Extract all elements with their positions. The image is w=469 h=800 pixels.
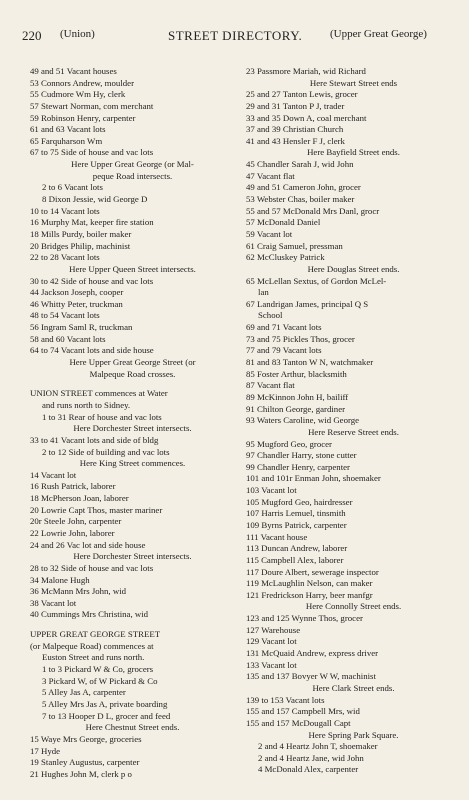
intersection-note: Here Clark Street ends. <box>312 682 395 693</box>
intersection-note: Here Upper Great George Street (or <box>69 357 196 368</box>
directory-entry: 61 and 63 Vacant lots <box>30 124 106 135</box>
directory-entry: 46 Whitty Peter, truckman <box>30 298 123 309</box>
directory-entry: 119 McLaughlin Nelson, can maker <box>246 578 373 589</box>
directory-entry: 55 and 57 McDonald Mrs Danl, grocr <box>246 205 380 216</box>
directory-entry: 67 to 75 Side of house and vac lots <box>30 147 154 158</box>
directory-entry: 113 Duncan Andrew, laborer <box>246 543 348 554</box>
directory-entry: 129 Vacant lot <box>246 636 297 647</box>
directory-entry: 101 and 101r Enman John, shoemaker <box>246 473 381 484</box>
left-column <box>30 66 235 780</box>
directory-entry: 49 and 51 Vacant houses <box>30 66 117 76</box>
directory-entry: 7 to 13 Hooper D L, grocer and feed <box>42 710 171 721</box>
directory-entry: 48 to 54 Vacant lots <box>30 310 100 321</box>
directory-entry: 8 Dixon Jessie, wid George D <box>42 194 148 205</box>
directory-entry: 77 and 79 Vacant lots <box>246 345 322 356</box>
directory-entry: 107 Harris Lemuel, tinsmith <box>246 508 346 519</box>
header-left-street: (Union) <box>60 28 95 40</box>
directory-entry: 33 and 35 Down A, coal merchant <box>246 112 367 123</box>
directory-entry: 55 Cudmore Wm Hy, clerk <box>30 89 126 100</box>
directory-entry: 53 Connors Andrew, moulder <box>30 77 135 88</box>
directory-entry: 105 Mugford Geo, hairdresser <box>246 496 353 507</box>
directory-entry: (or Malpeque Road) commences at <box>30 640 154 651</box>
directory-entry: 57 McDonald Daniel <box>246 217 321 228</box>
page-number: 220 <box>22 28 42 43</box>
directory-entry: 37 and 39 Christian Church <box>246 124 344 135</box>
directory-entry: 95 Mugford Geo, grocer <box>246 438 332 449</box>
intersection-note: Here Reserve Street ends. <box>308 426 399 437</box>
directory-entry: and runs north to Sidney. <box>42 399 131 410</box>
directory-entry: 49 and 51 Cameron John, grocer <box>246 182 361 193</box>
directory-entry: 133 Vacant lot <box>246 659 297 670</box>
directory-entry: 61 Craig Samuel, pressman <box>246 240 343 251</box>
directory-entry: 69 and 71 Vacant lots <box>246 322 322 333</box>
directory-entry: 59 Robinson Henry, carpenter <box>30 112 136 123</box>
intersection-note: Here Connolly Street ends. <box>305 601 402 612</box>
intersection-note: Here Dorchester Street intersects. <box>73 423 192 434</box>
directory-entry: 34 Malone Hugh <box>30 574 90 585</box>
section-gap <box>30 380 235 388</box>
intersection-note: Malpeque Road crosses. <box>89 368 176 379</box>
directory-entry: 53 Webster Chas, boiler maker <box>246 194 355 205</box>
directory-entry: 5 Alley Mrs Jas A, private boarding <box>42 698 168 709</box>
directory-entry: 36 McMann Mrs John, wid <box>30 586 127 597</box>
directory-entry: UNION STREET commences at Water <box>30 388 168 399</box>
directory-entry: 123 and 125 Wynne Thos, grocer <box>246 613 363 624</box>
directory-entry: 20 Lowrie Capt Thos, master mariner <box>30 504 163 515</box>
directory-entry: 1 to 31 Rear of house and vac lots <box>42 411 162 422</box>
directory-entry: 18 Mills Purdy, boiler maker <box>30 228 132 239</box>
directory-entry: 2 and 4 Heartz John T, shoemaker <box>258 741 378 752</box>
directory-entry: 2 to 12 Side of building and vac lots <box>42 446 170 457</box>
directory-entry: 30 to 42 Side of house and vac lots <box>30 275 154 286</box>
directory-entry: 17 Hyde <box>30 745 61 756</box>
directory-entry: 14 Vacant lot <box>30 469 77 480</box>
directory-entry: 21 Hughes John M, clerk p o <box>30 768 132 779</box>
intersection-note: Here Upper Queen Street intersects. <box>69 263 196 274</box>
directory-entry: 103 Vacant lot <box>246 485 297 496</box>
directory-entry: 59 Vacant lot <box>246 228 293 239</box>
directory-entry: 28 to 32 Side of house and vac lots <box>30 562 154 573</box>
directory-entry: 85 Foster Arthur, blacksmith <box>246 368 347 379</box>
directory-entry: 109 Byrns Patrick, carpenter <box>246 519 347 530</box>
directory-entry: 24 and 26 Vac lot and side house <box>30 539 146 550</box>
directory-entry: 121 Fredrickson Harry, beer manfgr <box>246 589 373 600</box>
directory-entry: lan <box>258 287 269 298</box>
directory-entry: 40 Cummings Mrs Christina, wid <box>30 609 149 620</box>
intersection-note: Here King Street commences. <box>79 458 186 469</box>
directory-entry: 139 to 153 Vacant lots <box>246 694 325 705</box>
directory-entry: 65 McLellan Sextus, of Gordon McLel- <box>246 275 387 286</box>
directory-entry: 38 Vacant lot <box>30 597 77 608</box>
directory-entry: 135 and 137 Bovyer W W, machinist <box>246 671 376 682</box>
directory-entry: 10 to 14 Vacant lots <box>30 205 100 216</box>
directory-entry: 115 Campbell Alex, laborer <box>246 554 344 565</box>
directory-entry: 65 Farquharson Wm <box>30 135 103 146</box>
directory-entry: 15 Waye Mrs George, groceries <box>30 733 142 744</box>
directory-entry: 1 to 3 Pickard W & Co, grocers <box>42 664 154 675</box>
intersection-note: Here Dorchester Street intersects. <box>73 551 192 562</box>
directory-entry: 99 Chandler Henry, carpenter <box>246 461 350 472</box>
directory-entry: 97 Chandler Harry, stone cutter <box>246 450 357 461</box>
intersection-note: Here Upper Great George (or Mal- <box>71 159 194 170</box>
directory-entry: 19 Stanley Augustus, carpenter <box>30 757 140 768</box>
directory-entry: 89 McKinnon John H, bailiff <box>246 391 349 402</box>
intersection-note: Here Bayfield Street ends. <box>307 147 400 158</box>
directory-entry: 4 McDonald Alex, carpenter <box>258 764 359 775</box>
directory-entry: School <box>258 310 283 321</box>
directory-entry: 155 and 157 Campbell Mrs, wid <box>246 706 360 717</box>
directory-entry: 155 and 157 McDougall Capt <box>246 717 351 728</box>
directory-entry: 2 and 4 Heartz Jane, wid John <box>258 752 364 763</box>
directory-entry: 111 Vacant house <box>246 531 308 542</box>
directory-entry: 5 Alley Jas A, carpenter <box>42 687 126 698</box>
intersection-note: Here Chestnut Street ends. <box>85 722 180 733</box>
directory-entry: 44 Jackson Joseph, cooper <box>30 287 124 298</box>
page-title: STREET DIRECTORY. <box>168 28 303 43</box>
directory-entry: 23 Passmore Mariah, wid Richard <box>246 66 366 76</box>
directory-entry: 22 Lowrie John, laborer <box>30 527 115 538</box>
directory-entry: 20r Steele John, carpenter <box>30 516 122 527</box>
intersection-note: Here Stewart Street ends <box>309 77 398 88</box>
intersection-note: Here Spring Park Square. <box>308 729 399 740</box>
directory-entry: 2 to 6 Vacant lots <box>42 182 103 193</box>
directory-entry: UPPER GREAT GEORGE STREET <box>30 629 161 640</box>
directory-entry: 41 and 43 Hensler F J, clerk <box>246 135 345 146</box>
directory-entry: Euston Street and runs north. <box>42 652 145 663</box>
directory-entry: 93 Waters Caroline, wid George <box>246 415 360 426</box>
directory-entry: 3 Pickard W, of W Pickard & Co <box>42 675 158 686</box>
directory-entry: 81 and 83 Tanton W N, watchmaker <box>246 357 374 368</box>
directory-entry: 62 McCluskey Patrick <box>246 252 325 263</box>
directory-entry: 18 McPherson Joan, laborer <box>30 493 129 504</box>
intersection-note: Here Douglas Street ends. <box>307 263 400 274</box>
directory-entry: 87 Vacant flat <box>246 380 295 391</box>
header-right-street: (Upper Great George) <box>330 28 427 40</box>
right-column <box>246 66 461 776</box>
directory-entry: 127 Warehouse <box>246 624 301 635</box>
directory-entry: 57 Stewart Norman, com merchant <box>30 100 154 111</box>
directory-entry: 117 Doure Albert, sewerage inspector <box>246 566 379 577</box>
page-header <box>0 28 469 48</box>
directory-entry: 73 and 75 Pickles Thos, grocer <box>246 333 355 344</box>
directory-entry: 25 and 27 Tanton Lewis, grocer <box>246 89 358 100</box>
directory-entry: 16 Murphy Mat, keeper fire station <box>30 217 154 228</box>
directory-entry: 131 McQuaid Andrew, express driver <box>246 648 379 659</box>
directory-entry: 33 to 41 Vacant lots and side of bldg <box>30 434 159 445</box>
directory-entry: 67 Landrigan James, principal Q S <box>246 298 369 309</box>
directory-entry: 29 and 31 Tanton P J, trader <box>246 100 345 111</box>
directory-entry: 64 to 74 Vacant lots and side house <box>30 345 154 356</box>
section-gap <box>30 621 235 629</box>
directory-entry: 58 and 60 Vacant lots <box>30 333 106 344</box>
directory-entry: 45 Chandler Sarah J, wid John <box>246 159 354 170</box>
directory-entry: 20 Bridges Philip, machinist <box>30 240 131 251</box>
directory-entry: 47 Vacant flat <box>246 170 295 181</box>
directory-entry: 16 Rush Patrick, laborer <box>30 481 116 492</box>
directory-entry: 56 Ingram Saml R, truckman <box>30 322 133 333</box>
directory-entry: 22 to 28 Vacant lots <box>30 252 100 263</box>
intersection-note: peque Road intersects. <box>92 170 173 181</box>
directory-entry: 91 Chilton George, gardiner <box>246 403 346 414</box>
